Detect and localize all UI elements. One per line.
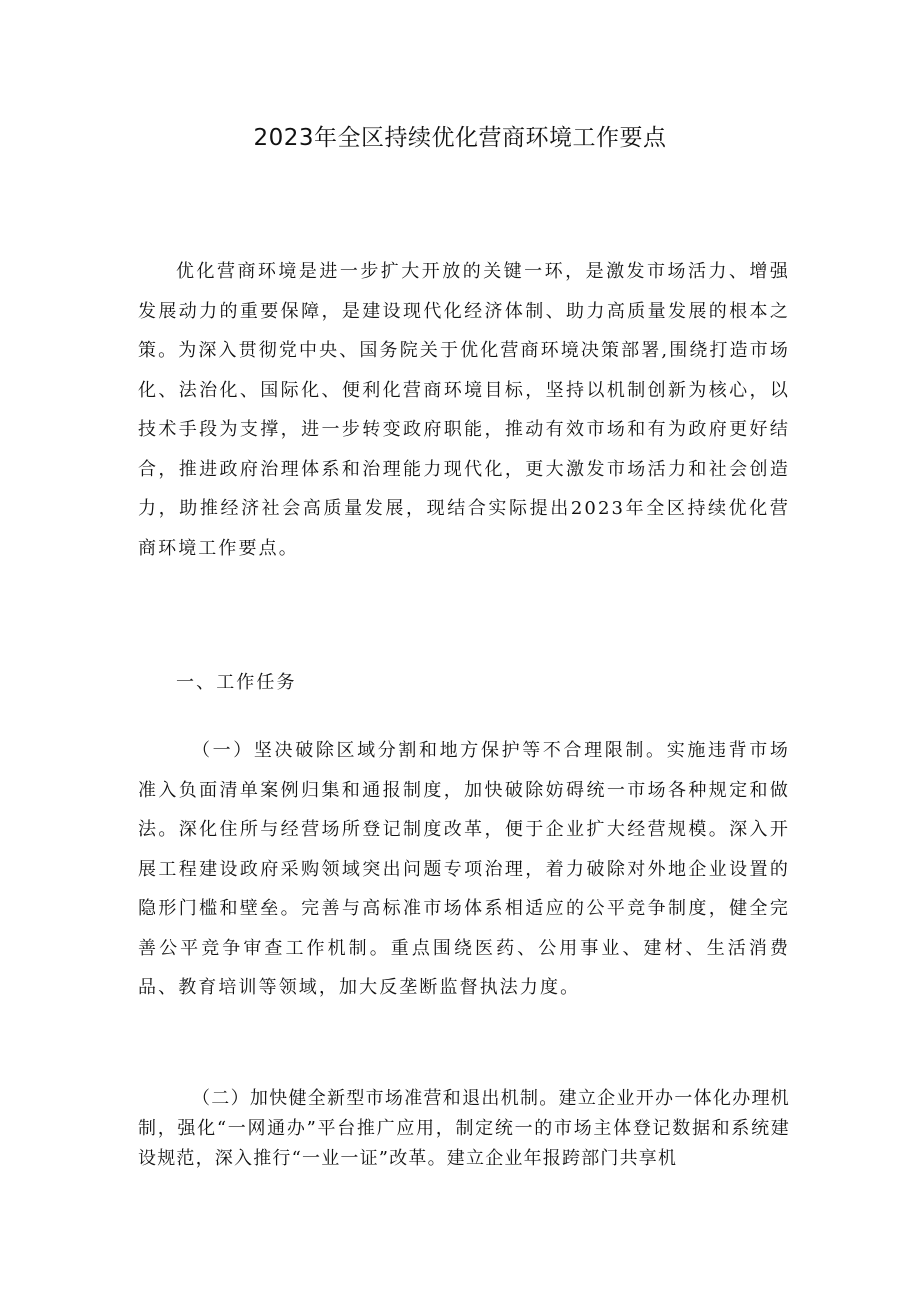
intro-paragraph: 优化营商环境是进一步扩大开放的关键一环，是激发市场活力、增强发展动力的重要保障，是建设现代化经济体制、助力高质量发展的根本之策。为深入贯彻党中央、国务院关于优化营商环境决策部署,围绕打造市场化、法治化、国际化、便利化营商环境目标，坚持以机制创新为核心，以技术手段为支撑，进一步转变政府职能，推动有效市场和有为政府更好结合，推进政府治理体系和治理能力现代化，更大激发市场活力和社会创造力，助推经济社会高质量发展，现结合实际提出2023年全区持续优化营商环境工作要点。 xyxy=(138,261,790,559)
document-title: 2023年全区持续优化营商环境工作要点 xyxy=(253,125,667,151)
task-item-2: （二）加快健全新型市场准营和退出机制。建立企业开办一体化办理机制，强化“一网通办”平台推广应用，制定统一的市场主体登记数据和系统建设规范，深入推行“一业一证”改革。建立企业年报跨部门共享机 xyxy=(138,1088,790,1169)
task-item-1: （一）坚决破除区域分割和地方保护等不合理限制。实施违背市场准入负面清单案例归集和通报制度，加快破除妨碍统一市场各种规定和做法。深化住所与经营场所登记制度改革，便于企业扩大经营规模。深入开展工程建设政府采购领域突出问题专项治理，着力破除对外地企业设置的隐形门槛和壁垒。完善与高标准市场体系相适应的公平竞争制度，健全完善公平竞争审查工作机制。重点围绕医药、公用事业、建材、生活消费品、教育培训等领域，加大反垄断监督执法力度。 xyxy=(138,740,790,998)
section-heading: 一、工作任务 xyxy=(176,672,297,693)
